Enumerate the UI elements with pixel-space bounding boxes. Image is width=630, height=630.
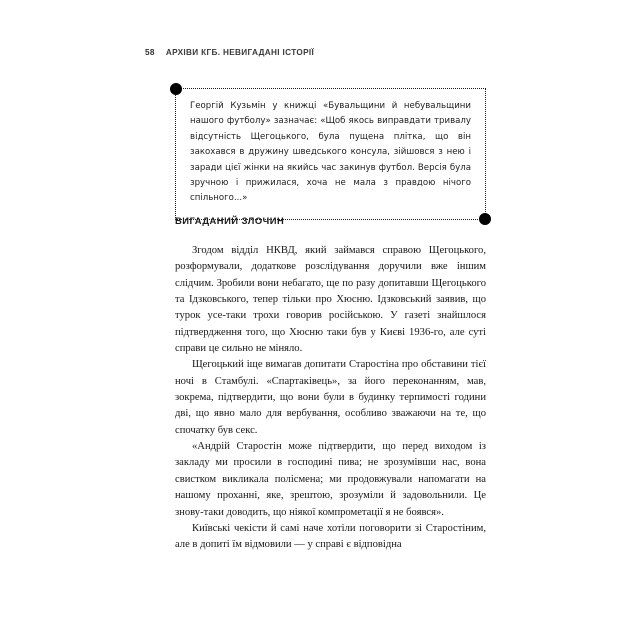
body-paragraph: Київські чекісти й самі наче хотіли поговорити зі Старостіним, але в допиті їм відмовили — у справі є відповідна: [175, 522, 486, 551]
running-header: [145, 48, 314, 57]
section-heading: ВИГАДАНИЙ ЗЛОЧИН: [175, 215, 285, 226]
body-paragraph: Згодом відділ НКВД, який займався справою Щегоцького, розформували, додаткове розслідування доручили вже іншим слідчим. Зробили вони небагато, ще по разу допитавши Щегоцького та Ідзковського, тепер тільки про Хюсню. Ідзковський заявив, що турок усе-таки трохи говорив російською. У газеті знайшлося підтвердження того, що Хюсню таки був у Києві 1936-го, але суті справи це сильно не міняло.: [175, 245, 486, 355]
corner-dot-icon-top-left: [170, 83, 182, 95]
body-text-column: [175, 243, 486, 554]
pull-quote-text: Георгій Кузьмін у книжці «Бувальщини й небувальщини нашого футболу» зазначає: «Щоб якось виправдати тривалу відсутність Щегоцького, була пущена плітка, що він закохався в дружину шведського консула, зійшовся з нею і заради цієї жінки на якийсь час закинув футбол. Версія була зручною і прижилася, хоча не мала з правдою нічого спільного...»: [190, 101, 471, 204]
body-paragraph: «Андрій Старостін може підтвердити, що перед виходом із закладу ми просили в господині пива; не зрозумівши нас, вона свистком викликала полісмена; ми продовжували напомагати на нашому проханні, яке, зрештою, зрозуміли й задовольнили. Це знову-таки доводить, що ніякої компрометації я не боявся».: [175, 441, 486, 518]
corner-dot-icon-bottom-right: [479, 213, 491, 225]
pull-quote-box: [175, 88, 486, 220]
page-number: 58: [145, 48, 155, 57]
running-title: АРХІВИ КГБ. НЕВИГАДАНІ ІСТОРІЇ: [165, 48, 315, 57]
body-paragraph: Щегоцький іще вимагав допитати Старостіна про обставини тієї ночі в Стамбулі. «Спартаківець», за його переконанням, мав, зокрема, підтвердити, що вони були в будинку терпимості години дві, що явно мало для вербування, особливо зважаючи на те, що спочатку був секс.: [175, 359, 486, 436]
